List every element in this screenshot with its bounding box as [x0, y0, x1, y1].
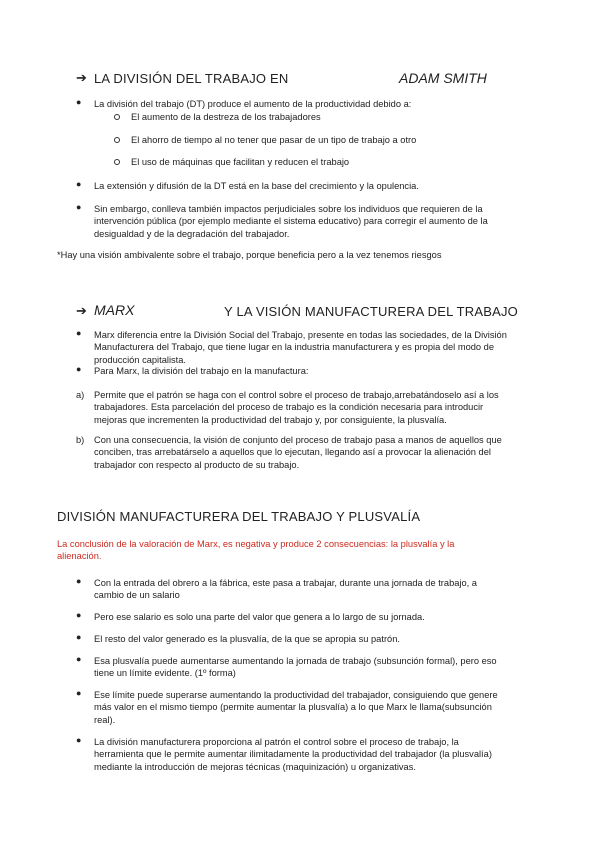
item-marker: b): [76, 435, 85, 445]
list-item: El resto del valor generado es la plusvalía, de la que se apropia su patrón.: [94, 634, 400, 644]
bullet-icon: ●: [76, 610, 82, 620]
arrow-icon: ➔: [76, 303, 87, 318]
arrow-icon: ➔: [76, 70, 87, 85]
bullet-icon: ●: [76, 688, 82, 698]
note: *Hay una visión ambivalente sobre el trabajo, porque beneficia pero a la vez tenemos riesgos: [57, 250, 442, 260]
list-item: Permite que el patrón se haga con el control sobre el proceso de trabajo,arrebatándoselo así a los trabajadores. Esta parcelación del proceso de trabajo es la condición necesaria para introducir mejoras que incrementen la productividad del trabajo y, por consiguiente, la plusvalía.: [94, 390, 499, 425]
bullet-icon: ●: [76, 632, 82, 642]
sub-list-item: El aumento de la destreza de los trabajadores: [131, 112, 321, 122]
sub-list-item: El ahorro de tiempo al no tener que pasar de un tipo de trabajo a otro: [131, 135, 417, 145]
item-marker: a): [76, 390, 85, 400]
bullet-icon: ●: [76, 328, 82, 338]
list-item: Para Marx, la división del trabajo en la manufactura:: [94, 366, 309, 376]
bullet-icon: ●: [76, 364, 82, 374]
circle-bullet-icon: [114, 114, 120, 120]
list-item: Pero ese salario es solo una parte del valor que genera a lo largo de su jornada.: [94, 612, 425, 622]
list-item: La extensión y difusión de la DT está en la base del crecimiento y la opulencia.: [94, 181, 419, 191]
circle-bullet-icon: [114, 159, 120, 165]
list-item: Ese límite puede superarse aumentando la productividad del trabajador, consiguiendo que genere más valor en el mismo tiempo (permite aumentar la plusvalía) a lo que Marx le llama(subsunción real).: [94, 690, 498, 725]
circle-bullet-icon: [114, 137, 120, 143]
list-item: La división manufacturera proporciona al patrón el control sobre el proceso de trabajo, la herramienta que le permite aumentar ilimitadamente la productividad del trabajador (la plusvalía) mediante la introducción de mejoras técnicas (maquinización) u organizativas.: [94, 737, 492, 772]
section1-heading: LA DIVISIÓN DEL TRABAJO EN: [94, 71, 289, 86]
list-item: Con una consecuencia, la visión de conjunto del proceso de trabajo pasa a manos de aquellos que conciben, tras arrebatárselo a aquellos que lo ejecutan, llegando así a provocar la alienación del trabajador con respecto al producto de su trabajo.: [94, 435, 502, 470]
bullet-icon: ●: [76, 202, 82, 212]
conclusion-text: La conclusión de la valoración de Marx, es negativa y produce 2 consecuencias: la plusvalía y la alienación.: [57, 539, 455, 562]
bullet-icon: ●: [76, 735, 82, 745]
section1-heading-italic: ADAM SMITH: [399, 70, 487, 86]
bullet-icon: ●: [76, 179, 82, 189]
list-item: La división del trabajo (DT) produce el aumento de la productividad debido a:: [94, 99, 412, 109]
section3-heading: DIVISIÓN MANUFACTURERA DEL TRABAJO Y PLUSVALÍA: [57, 509, 421, 524]
sub-list-item: El uso de máquinas que facilitan y reducen el trabajo: [131, 157, 350, 167]
bullet-icon: ●: [76, 576, 82, 586]
list-item: Marx diferencia entre la División Social del Trabajo, presente en todas las sociedades, de la División Manufacturera del Trabajo, que tiene lugar en la industria manufacturera y es propia del modo de producción capitalista.: [94, 330, 507, 365]
list-item: Con la entrada del obrero a la fábrica, este pasa a trabajar, durante una jornada de trabajo, a cambio de un salario: [94, 578, 477, 601]
bullet-icon: ●: [76, 654, 82, 664]
section2-heading-italic: MARX: [94, 302, 135, 318]
list-item: Esa plusvalía puede aumentarse aumentando la jornada de trabajo (subsunción formal), pero eso tiene un límite evidente. (1º forma): [94, 656, 497, 679]
section2-heading: Y LA VISIÓN MANUFACTURERA DEL TRABAJO: [224, 304, 518, 319]
list-item: Sin embargo, conlleva también impactos perjudiciales sobre los individuos que requieren de la intervención pública (por ejemplo mediante el sistema educativo) para corregir el aumento de la desigualdad y de la degradación del trabajador.: [94, 204, 488, 239]
bullet-icon: ●: [76, 97, 82, 107]
